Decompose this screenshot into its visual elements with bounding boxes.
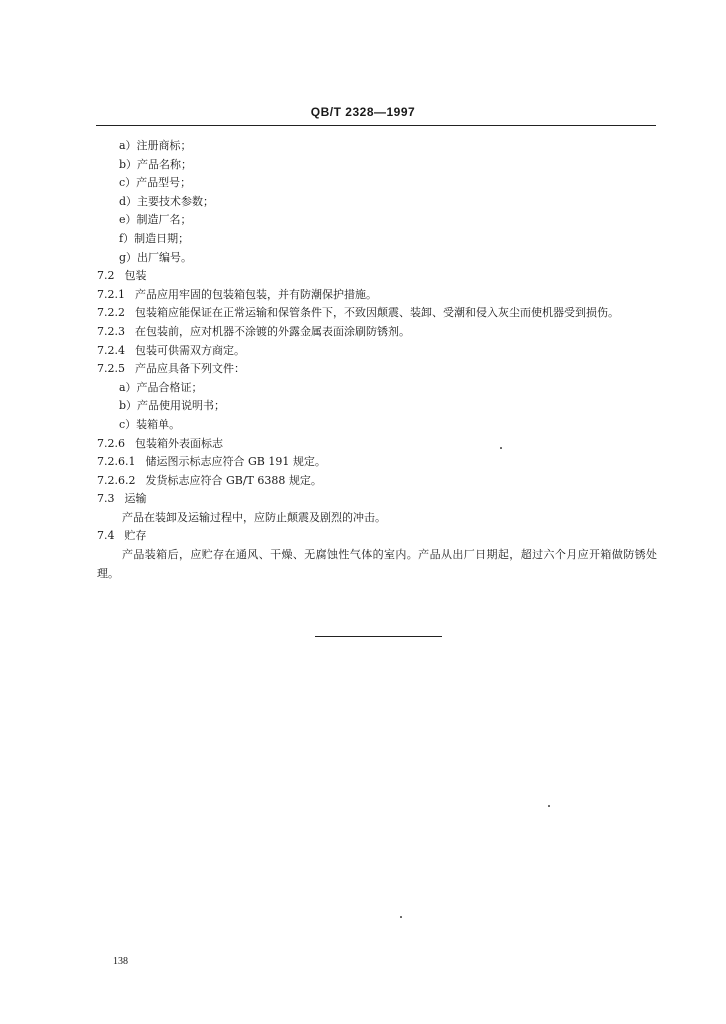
header-rule	[96, 125, 656, 126]
section-heading: 运输	[124, 492, 147, 506]
clause-text: 发货标志应符合 GB/T 6388 规定。	[145, 473, 322, 487]
clause-number: 7.2.6	[97, 436, 125, 450]
clause-text: 产品应用牢固的包装箱包装，并有防潮保护措施。	[135, 287, 377, 301]
list-item-c: c）产品型号；	[119, 176, 192, 190]
scan-speck	[400, 916, 402, 918]
section-heading: 贮存	[124, 529, 147, 543]
clause-text: 包装可供需双方商定。	[135, 343, 245, 357]
document-item-c: c）装箱单。	[119, 417, 181, 431]
clause-text: 包装箱外表面标志	[135, 436, 223, 450]
clause-number: 7.2.5	[97, 362, 125, 376]
standard-code-header: QB/T 2328—1997	[310, 105, 416, 119]
transport-paragraph: 产品在装卸及运输过程中，应防止颠震及剧烈的冲击。	[122, 510, 386, 524]
clause-7-2-3	[97, 323, 657, 342]
section-7-2	[97, 267, 657, 286]
list-item-g: g）出厂编号。	[119, 250, 193, 264]
list-item-a: a）注册商标；	[119, 139, 192, 152]
document-body	[97, 137, 657, 583]
clause-text: 储运图示标志应符合 GB 191 规定。	[145, 455, 326, 469]
section-7-3	[97, 490, 657, 509]
scan-speck	[548, 805, 550, 807]
clause-text: 产品应具备下列文件：	[135, 362, 245, 376]
clause-7-2-1	[97, 286, 657, 305]
clause-text: 在包装前，应对机器不涂镀的外露金属表面涂刷防锈剂。	[135, 324, 410, 338]
section-number: 7.4	[97, 529, 115, 543]
section-heading: 包装	[124, 269, 147, 283]
clause-number: 7.2.6.2	[97, 473, 136, 487]
clause-number: 7.2.6.1	[97, 455, 136, 469]
clause-number: 7.2.3	[97, 324, 125, 338]
section-number: 7.3	[97, 492, 115, 506]
clause-7-2-6-2	[97, 472, 657, 491]
clause-number: 7.2.2	[97, 306, 125, 320]
list-item-e: e）制造厂名；	[119, 213, 192, 227]
clause-7-2-4	[97, 342, 657, 361]
clause-number: 7.2.1	[97, 287, 125, 301]
page-number: 138	[113, 956, 128, 967]
list-item-b: b）产品名称；	[119, 157, 193, 171]
list-item-d: d）主要技术参数；	[119, 194, 215, 208]
storage-paragraph: 产品装箱后，应贮存在通风、干燥、无腐蚀性气体的室内。产品从出厂日期起，超过六个月应开箱做防锈处理。	[97, 548, 657, 580]
end-of-document-rule	[315, 636, 442, 637]
clause-7-2-6	[97, 435, 657, 454]
clause-7-2-6-1	[97, 453, 657, 472]
list-item-f: f）制造日期；	[119, 231, 190, 245]
clause-7-2-5	[97, 360, 657, 379]
clause-7-2-2	[97, 304, 657, 323]
clause-text: 包装箱应能保证在正常运输和保管条件下，不致因颠震、装卸、受潮和侵入灰尘而使机器受到损伤。	[135, 306, 619, 320]
document-item-a: a）产品合格证；	[119, 380, 203, 394]
section-number: 7.2	[97, 269, 115, 283]
clause-number: 7.2.4	[97, 343, 125, 357]
document-item-b: b）产品使用说明书；	[119, 399, 226, 413]
scan-speck	[500, 447, 502, 449]
section-7-4	[97, 527, 657, 546]
